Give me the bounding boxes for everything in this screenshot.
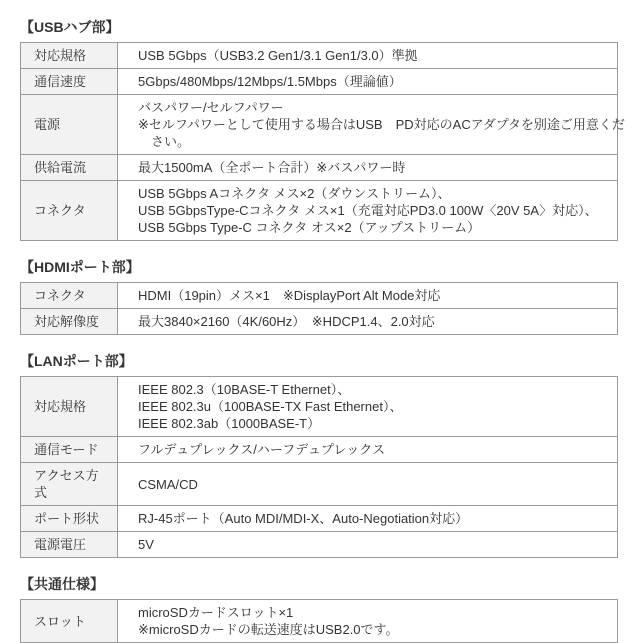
row-label: アクセス方式: [21, 463, 118, 506]
row-value: [118, 377, 618, 437]
section-title: 【LANポート部】: [20, 353, 133, 369]
spec-table: [20, 282, 618, 335]
value-line: HDMI（19pin）メス×1 ※DisplayPort Alt Mode対応: [138, 288, 441, 303]
row-value: [118, 532, 618, 558]
row-label: 対応規格: [21, 377, 118, 437]
table-row: [21, 181, 618, 241]
value-line: 最大3840×2160（4K/60Hz） ※HDCP1.4、2.0対応: [138, 314, 435, 329]
value-line: IEEE 802.3ab（1000BASE-T）: [138, 416, 321, 431]
table-row: [21, 463, 618, 506]
value-line: 5V: [138, 537, 154, 552]
spec-table: [20, 376, 618, 558]
row-label: 対応解像度: [21, 309, 118, 335]
row-label: 対応規格: [21, 43, 118, 69]
value-line: バスパワー/セルフパワー: [138, 100, 284, 115]
value-line: ※セルフパワーとして使用する場合はUSB PD対応のACアダプタを別途ご用意くだ: [138, 117, 625, 132]
table-row: [21, 532, 618, 558]
value-line: USB 5GbpsType-Cコネクタ メス×1（充電対応PD3.0 100W〈20V 5A〉対応）、: [138, 203, 598, 218]
value-line: USB 5Gbps Type-C コネクタ オス×2（アップストリーム）: [138, 220, 481, 235]
value-line: USB 5Gbps Aコネクタ メス×2（ダウンストリーム）、: [138, 186, 451, 201]
row-label: 電源電圧: [21, 532, 118, 558]
row-value: [118, 95, 625, 155]
spec-section: [20, 575, 620, 643]
row-value: [118, 43, 618, 69]
table-row: [21, 155, 618, 181]
row-label: 供給電流: [21, 155, 118, 181]
value-line: RJ-45ポート（Auto MDI/MDI-X、Auto-Negotiation対応）: [138, 511, 469, 526]
row-value: [118, 309, 618, 335]
spec-table: [20, 42, 625, 241]
value-line: 最大1500mA（全ポート合計）※バスパワー時: [138, 160, 406, 175]
table-row: [21, 600, 618, 643]
row-value: [118, 506, 618, 532]
table-row: [21, 283, 618, 309]
table-row: [21, 437, 618, 463]
value-line: CSMA/CD: [138, 476, 198, 492]
spec-table-body: [21, 43, 625, 241]
row-value: [118, 600, 618, 643]
spec-section: [20, 18, 625, 241]
spec-table-body: [21, 283, 618, 335]
row-value: [118, 181, 618, 241]
section-title: 【HDMIポート部】: [20, 259, 140, 275]
row-value: [118, 155, 618, 181]
section-title: 【USBハブ部】: [20, 19, 120, 35]
row-label: 通信モード: [21, 437, 118, 463]
spec-document: [20, 18, 625, 643]
row-label: 電源: [21, 95, 118, 155]
table-row: [21, 95, 618, 155]
value-line: USB 5Gbps（USB3.2 Gen1/3.1 Gen1/3.0）準拠: [138, 48, 418, 63]
table-row: [21, 506, 618, 532]
value-line: IEEE 802.3（10BASE-T Ethernet）、: [138, 382, 351, 397]
row-label: 通信速度: [21, 69, 118, 95]
row-value: [118, 463, 618, 506]
value-line: フルデュプレックス/ハーフデュプレックス: [138, 442, 386, 457]
spec-table-body: [21, 377, 618, 558]
value-line: microSDカードスロット×1: [138, 605, 294, 620]
row-value: [118, 283, 618, 309]
row-value: [118, 437, 618, 463]
table-row: [21, 377, 618, 437]
row-value: [118, 69, 618, 95]
row-label: スロット: [21, 600, 118, 643]
value-line: IEEE 802.3u（100BASE-TX Fast Ethernet）、: [138, 399, 403, 414]
section-title: 【共通仕様】: [20, 576, 104, 592]
spec-section: [20, 352, 620, 558]
table-row: [21, 69, 618, 95]
table-row: [21, 309, 618, 335]
value-line: さい。: [138, 134, 191, 149]
table-row: [21, 43, 618, 69]
spec-table-body: [21, 600, 618, 643]
spec-table: [20, 599, 618, 643]
value-line: 5Gbps/480Mbps/12Mbps/1.5Mbps（理論値）: [138, 74, 402, 89]
row-label: ポート形状: [21, 506, 118, 532]
value-line: ※microSDカードの転送速度はUSB2.0です。: [138, 622, 399, 637]
row-label: コネクタ: [21, 181, 118, 241]
spec-section: [20, 258, 620, 335]
row-label: コネクタ: [21, 283, 118, 309]
